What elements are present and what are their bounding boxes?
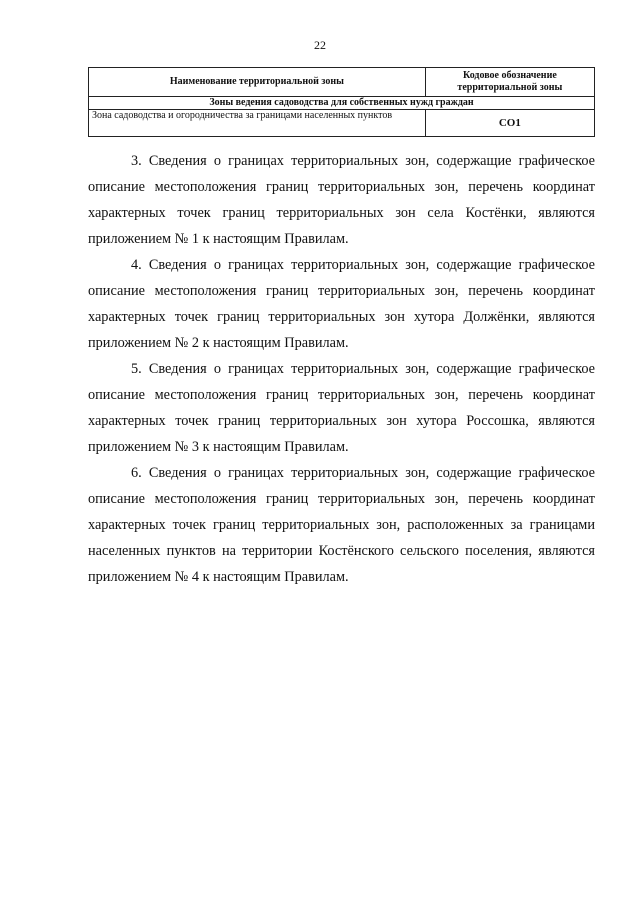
body-text (88, 148, 595, 590)
header-zone-name: Наименование территориальной зоны (89, 68, 426, 97)
table-group-row (89, 97, 595, 110)
table-row (89, 110, 595, 137)
paragraph-5: 5. Сведения о границах территориальных зон, содержащие графическое описание местоположения границ территориальных зон, перечень координат характерных точек границ территориальных зон хутора Россошка, являются приложением № 3 к настоящим Правилам. (88, 361, 595, 455)
zone-name-cell: Зона садоводства и огородничества за границами населенных пунктов (89, 110, 426, 137)
header-zone-code: Кодовое обозначение территориальной зоны (425, 68, 594, 97)
zone-code-cell: СО1 (425, 110, 594, 137)
group-title: Зоны ведения садоводства для собственных нужд граждан (89, 97, 595, 110)
territorial-zones-table (88, 67, 595, 137)
paragraph-3: 3. Сведения о границах территориальных зон, содержащие графическое описание местоположения границ территориальных зон, перечень координат характерных точек границ территориальных зон села Костёнки, являются приложением № 1 к настоящим Правилам. (88, 153, 595, 247)
paragraph-4: 4. Сведения о границах территориальных зон, содержащие графическое описание местоположения границ территориальных зон, перечень координат характерных точек границ территориальных зон хутора Должёнки, являются приложением № 2 к настоящим Правилам. (88, 257, 595, 351)
table-header-row (89, 68, 595, 97)
paragraph-6: 6. Сведения о границах территориальных зон, содержащие графическое описание местоположения границ территориальных зон, перечень координат характерных точек границ территориальных зон, расположенных за границами населенных пунктов на территории Костёнского сельского поселения, являются приложением № 4 к настоящим Правилам. (88, 465, 595, 585)
page-number: 22 (314, 38, 326, 52)
